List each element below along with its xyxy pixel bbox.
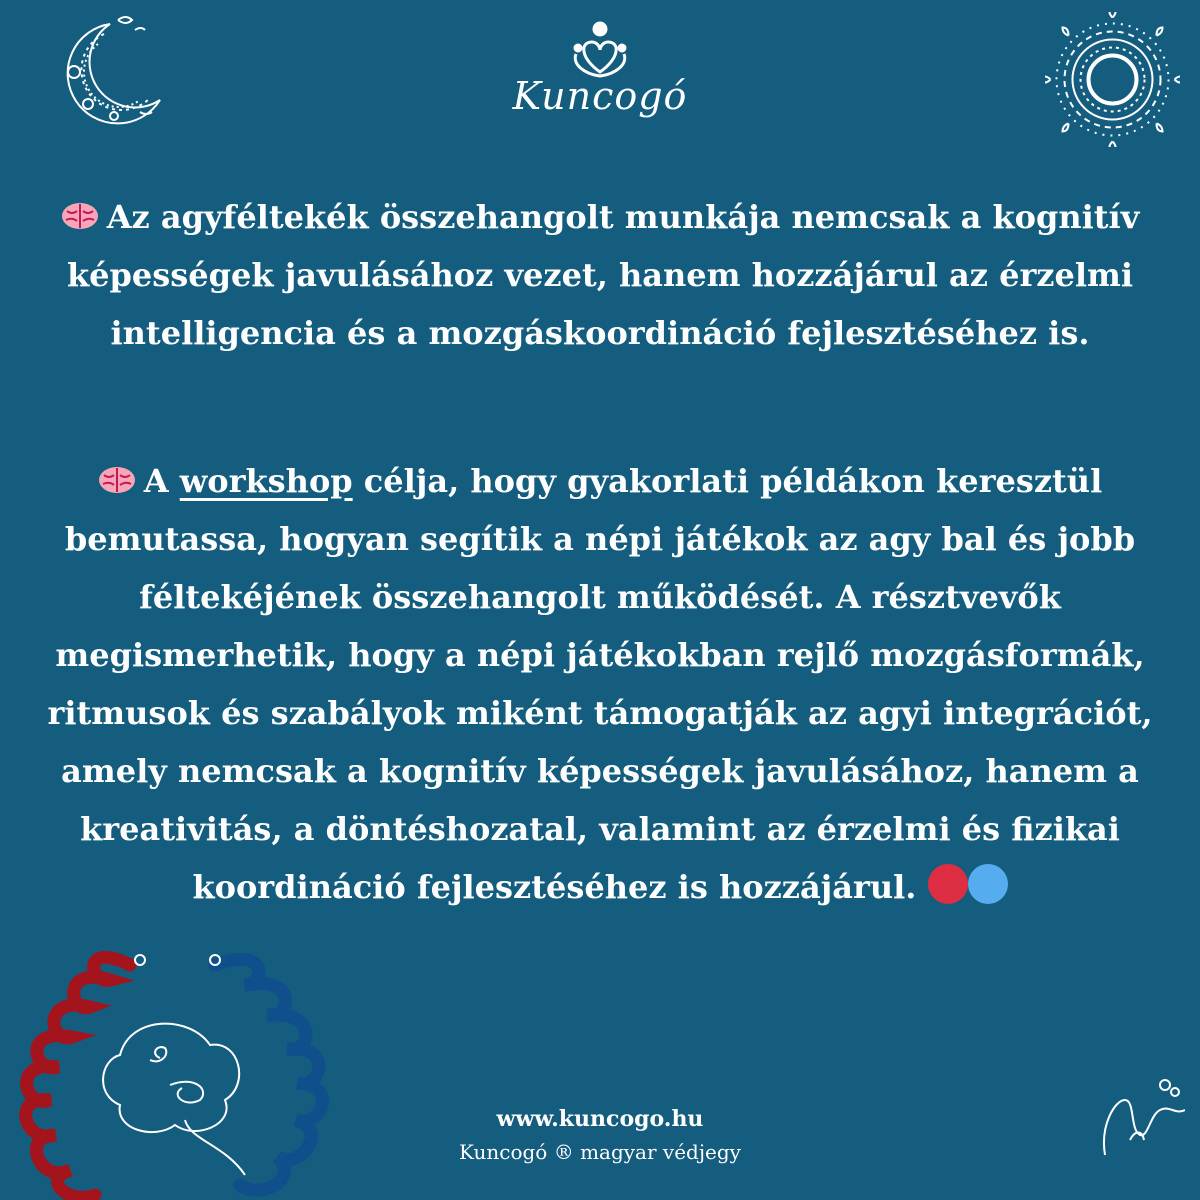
- intro-paragraph: [40, 188, 1160, 362]
- red-circle-icon: [928, 864, 968, 904]
- kuncogo-logo: [500, 20, 700, 130]
- footer: [300, 1106, 900, 1164]
- brand-name: Kuncogó: [512, 74, 688, 118]
- brain-emoji-icon: [98, 465, 136, 495]
- heart-family-icon: [570, 20, 630, 78]
- crescent-moon-ornament: [40, 12, 170, 132]
- workshop-text: célja, hogy gyakorlati példákon keresztül bemutassa, hogyan segítik a népi játékok az agy bal és jobb féltekéjének összehangolt működését. A résztvevők megismerhetik, hogy a népi játékokban rejlő mozgásformák, ritmusok és szabályok miként támogatják az agyi integrációt, amely nemcsak a kognitív képességek javulásához, hanem a kreativitás, a döntéshozatal, valamint az érzelmi és fizikai koordináció fejlesztéséhez is hozzájárul.: [47, 462, 1153, 906]
- signature-doodle: [1085, 1070, 1185, 1160]
- workshop-underlined-word: workshop: [179, 462, 353, 500]
- trademark-note: Kuncogó ® magyar védjegy: [459, 1140, 741, 1164]
- brain-emoji-icon: [61, 201, 99, 231]
- mandala-ornament: [1045, 12, 1180, 147]
- intro-text: Az agyféltekék összehangolt munkája nemcsak a kognitív képességek javulásához vezet, hanem hozzájárul az érzelmi intelligencia és a mozgáskoordináció fejlesztéséhez is.: [67, 198, 1140, 352]
- website-link[interactable]: www.kuncogo.hu: [496, 1106, 704, 1132]
- workshop-paragraph: [40, 452, 1160, 916]
- workshop-prefix: A: [143, 462, 169, 500]
- blue-circle-icon: [968, 864, 1008, 904]
